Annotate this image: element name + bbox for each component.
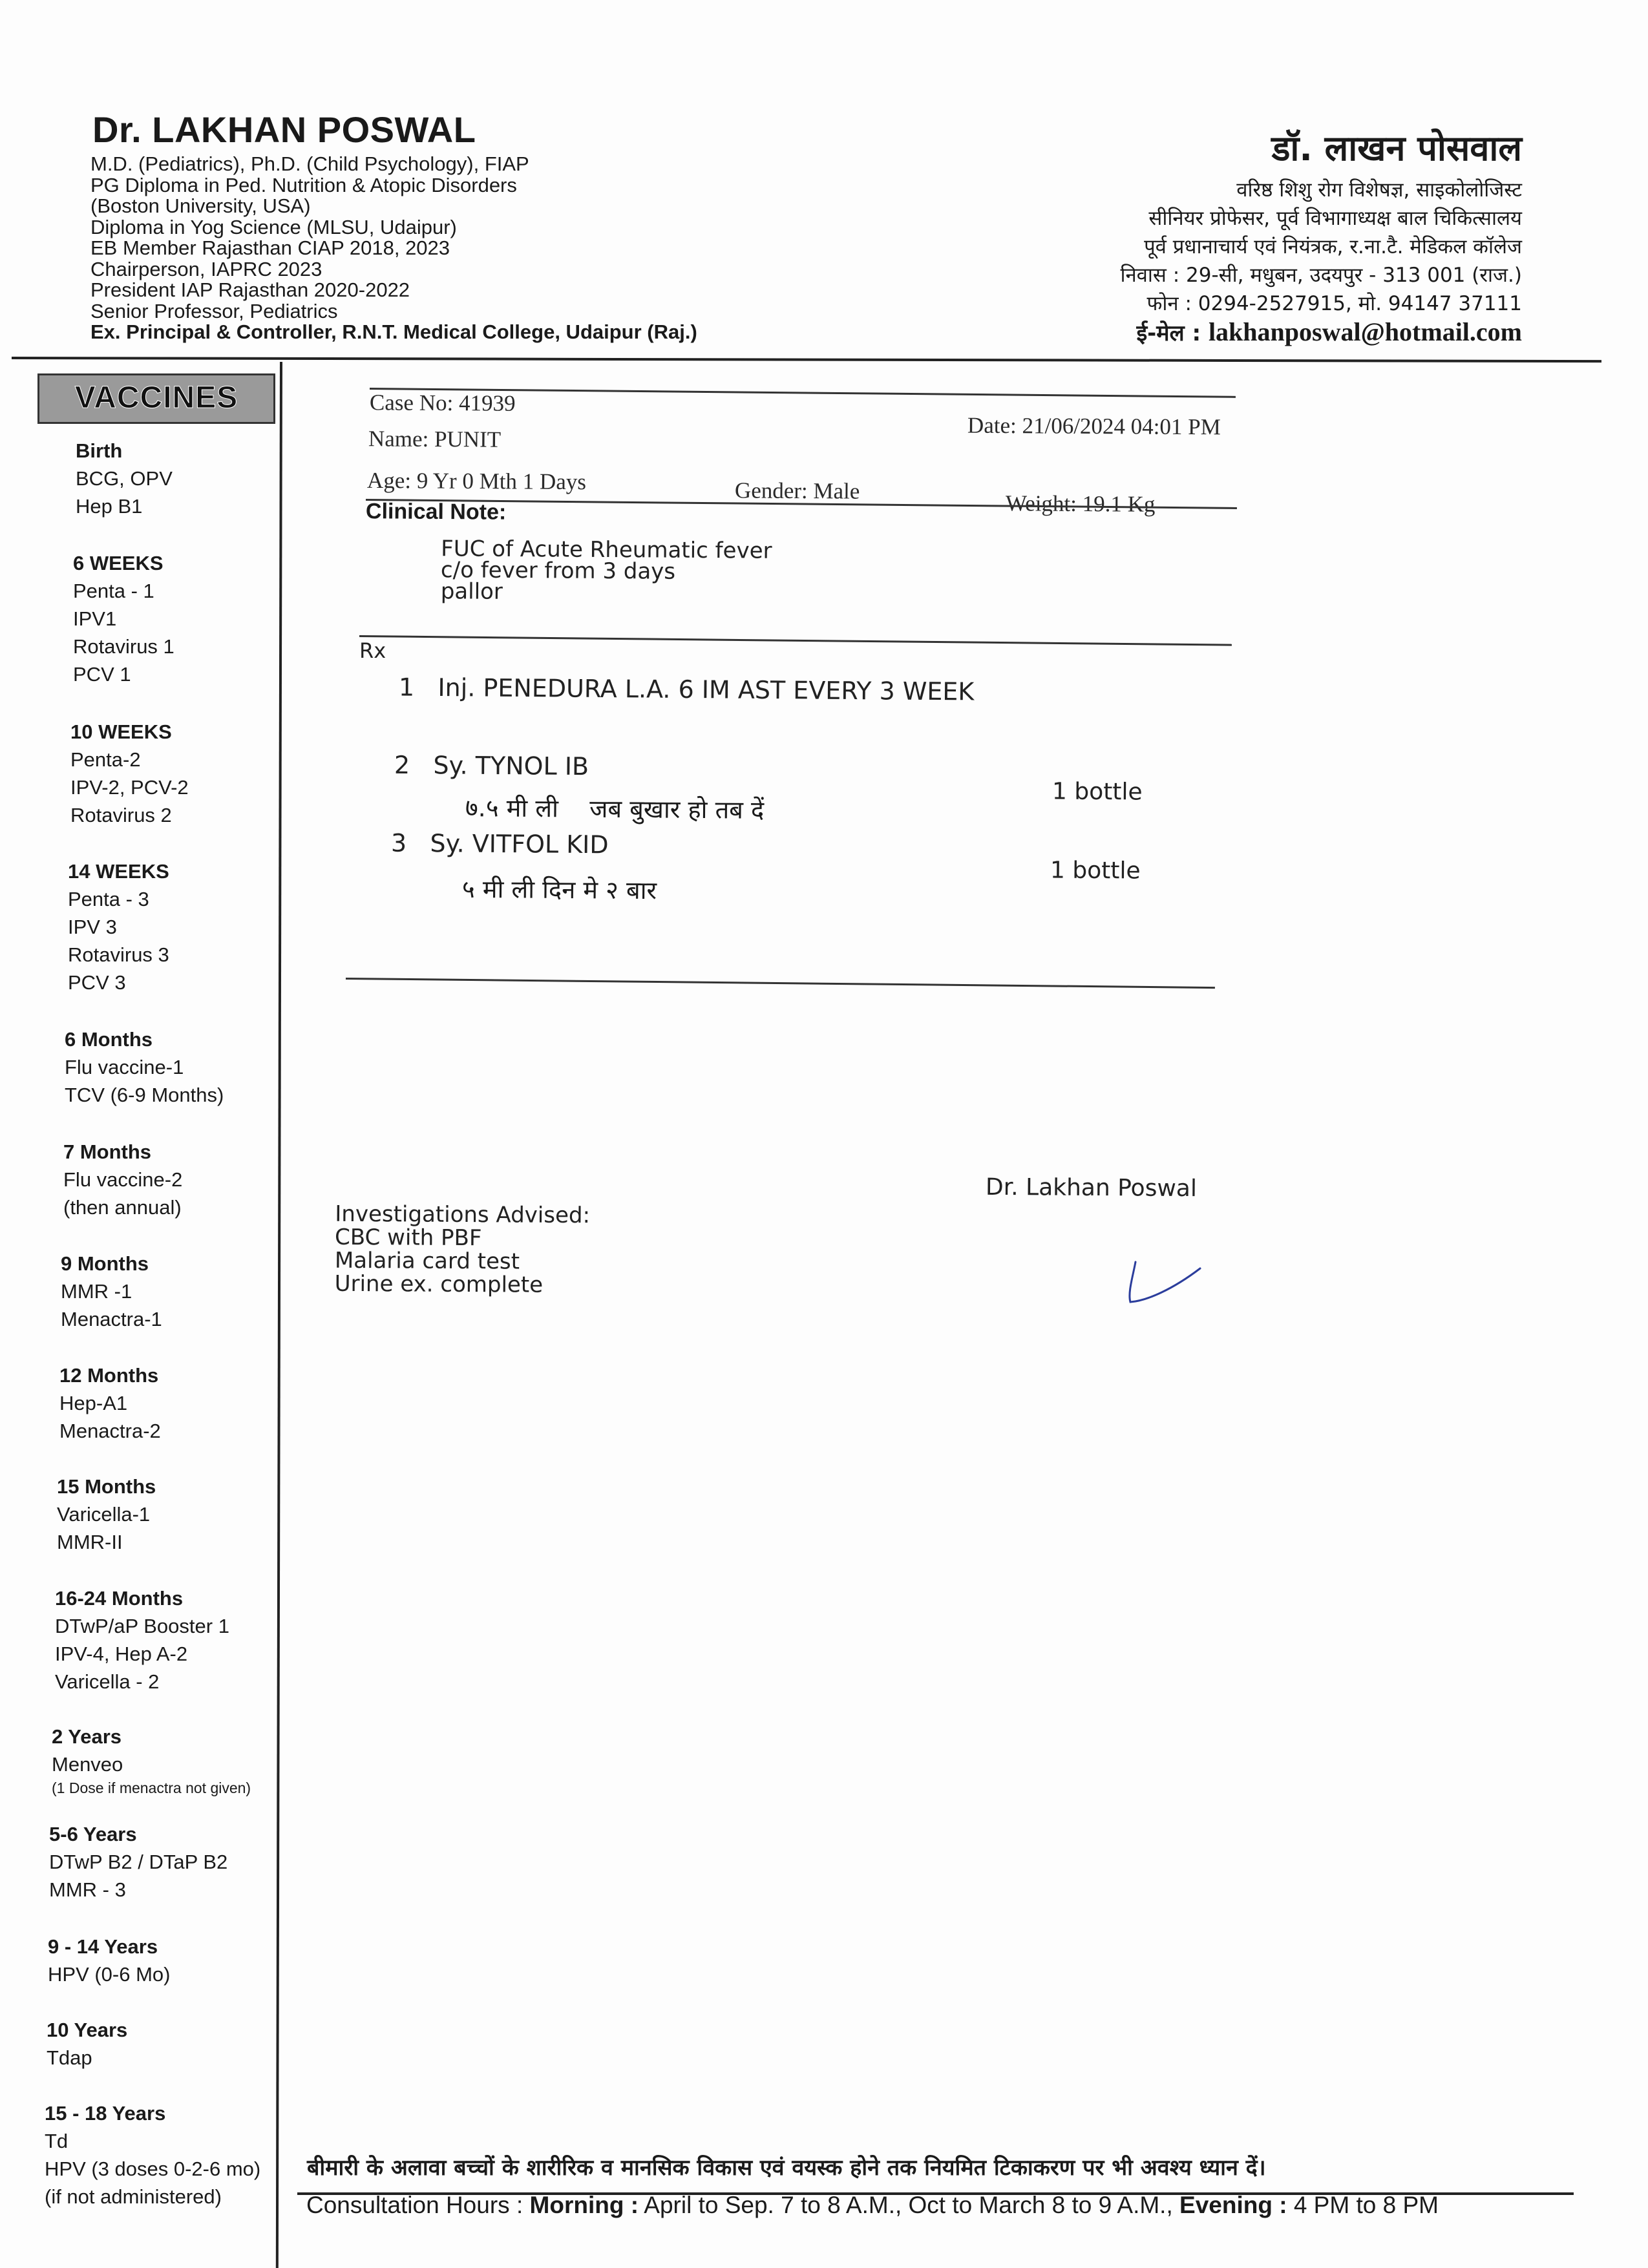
qualifications [90, 154, 697, 343]
vaccine-group: 15 - 18 Years Td HPV (3 doses 0-2-6 mo) (if not administered) [45, 2102, 261, 2208]
email-link[interactable]: lakhanposwal@hotmail.com [1208, 317, 1522, 346]
qualification-line: PG Diploma in Ped. Nutrition & Atopic Disorders [90, 173, 517, 196]
clinical-note-label: Clinical Note: [365, 499, 507, 525]
rx-item-number: 1 [398, 673, 415, 702]
vaccine-group: 15 Months Varicella-1 MMR-II [57, 1475, 156, 1553]
visit-date: Date: 21/06/2024 04:01 PM [967, 412, 1221, 440]
hindi-line: सीनियर प्रोफेसर, पूर्व विभागाध्यक्ष बाल चिकित्सालय [1148, 207, 1522, 230]
vaccine-group: Birth BCG, OPV Hep B1 [76, 439, 173, 518]
email-label: ई-मेल : [1136, 320, 1201, 346]
qualification-line: President IAP Rajasthan 2020-2022 [90, 278, 410, 301]
clinical-notes [441, 538, 772, 605]
investigation-item: CBC with PBF [334, 1224, 482, 1252]
investigation-item: Malaria card test [334, 1247, 520, 1275]
signature-mark [1121, 1257, 1212, 1321]
rx-label: Rx [359, 638, 386, 663]
footer-note: बीमारी के अलावा बच्चों के शारीरिक व मानसिक विकास एवं वयस्क होने तक नियमित टिकाकरण पर भी अवश्य ध्यान दें। [307, 2155, 1266, 2181]
email-line [1120, 318, 1522, 348]
qualification-line: EB Member Rajasthan CIAP 2018, 2023 [90, 236, 450, 259]
rx-item [394, 751, 589, 781]
hindi-doctor-name: डॉ. लाखन पोसवाल [1271, 128, 1522, 169]
doctor-name: Dr. LAKHAN POSWAL [92, 109, 476, 150]
header-divider [12, 357, 1601, 362]
rx-item-name: Inj. PENEDURA L.A. 6 IM AST EVERY 3 WEEK [438, 673, 975, 706]
vaccines-heading: VACCINES [37, 373, 275, 424]
rx-top-rule [359, 635, 1232, 646]
rx-bottom-rule [346, 978, 1215, 989]
rx-item-name: Sy. TYNOL IB [433, 751, 589, 781]
vaccine-group: 7 Months Flu vaccine-2 (then annual) [63, 1140, 183, 1219]
clinical-line: c/o fever from 3 days [440, 557, 676, 585]
rx-item-quantity: 1 bottle [1051, 778, 1143, 806]
rx-item-number: 3 [390, 828, 407, 857]
rx-item-number: 2 [394, 750, 410, 780]
rx-item-quantity: 1 bottle [1050, 857, 1141, 885]
hindi-header [1120, 123, 1522, 348]
rx-item-dose: ७.५ मी ली जब बुखार हो तब दें [465, 793, 765, 824]
patient-weight: Weight: 19.1 Kg [1005, 490, 1156, 517]
vaccine-group: 5-6 Years DTwP B2 / DTaP B2 MMR - 3 [49, 1823, 228, 1901]
vaccine-group: 9 Months MMR -1 Menactra-1 [61, 1252, 162, 1330]
case-number: Case No: 41939 [369, 390, 516, 416]
qualification-line: M.D. (Pediatrics), Ph.D. (Child Psychology), FIAP [90, 152, 529, 175]
signature-name: Dr. Lakhan Poswal [985, 1173, 1198, 1202]
patient-gender: Gender: Male [734, 478, 860, 504]
vaccine-group: 14 WEEKS Penta - 3 IPV 3 Rotavirus 3 PCV 3 [68, 860, 169, 994]
vaccine-group: 9 - 14 Years HPV (0-6 Mo) [48, 1935, 171, 1986]
rx-item [399, 673, 975, 706]
patient-name: Name: PUNIT [368, 426, 502, 452]
hindi-line: पूर्व प्रधानाचार्य एवं नियंत्रक, र.ना.टै. मेडिकल कॉलेज [1144, 235, 1522, 258]
vaccine-group: 10 WEEKS Penta-2 IPV-2, PCV-2 Rotavirus 2 [70, 720, 189, 826]
hindi-line: फोन : 0294-2527915, मो. 94147 37111 [1146, 292, 1522, 315]
hindi-line: वरिष्ठ शिशु रोग विशेषज्ञ, साइकोलोजिस्ट [1236, 178, 1522, 202]
qualification-line: Senior Professor, Pediatrics [90, 299, 338, 322]
patient-age: Age: 9 Yr 0 Mth 1 Days [366, 467, 587, 495]
consultation-hours: Consultation Hours : Morning : April to Sep. 7 to 8 A.M., Oct to March 8 to 9 A.M., Evening : 4 PM to 8 PM [306, 2192, 1439, 2218]
qualification-line: Chairperson, IAPRC 2023 [90, 257, 322, 280]
qualification-line: (Boston University, USA) [90, 194, 311, 217]
vaccine-group: 6 Months Flu vaccine-1 TCV (6-9 Months) [65, 1028, 224, 1106]
sidebar-divider [276, 362, 282, 2268]
vaccine-group: 12 Months Hep-A1 Menactra-2 [59, 1364, 161, 1442]
rx-item-dose: ५ मी ली दिन मे २ बार [461, 874, 657, 905]
qualification-line: Diploma in Yog Science (MLSU, Udaipur) [90, 215, 457, 238]
clinical-line: pallor [440, 578, 503, 605]
investigation-item: Urine ex. complete [334, 1270, 544, 1298]
qualification-line: Ex. Principal & Controller, R.N.T. Medical College, Udaipur (Raj.) [90, 320, 697, 343]
vaccine-group: 16-24 Months DTwP/aP Booster 1 IPV-4, Hep A-2 Varicella - 2 [55, 1587, 229, 1693]
vaccine-group: 10 Years Tdap [47, 2019, 128, 2069]
vaccine-group: 2 Years Menveo (1 Dose if menactra not given) [52, 1725, 251, 1796]
investigations-label: Investigations Advised: [335, 1201, 591, 1229]
hindi-line: निवास : 29-सी, मधुबन, उदयपुर - 313 001 (राज.) [1120, 264, 1522, 287]
rx-item [391, 829, 609, 859]
investigations [335, 1202, 591, 1297]
rx-item-name: Sy. VITFOL KID [430, 829, 609, 859]
clinical-line: FUC of Acute Rheumatic fever [441, 536, 772, 564]
vaccine-group: 6 WEEKS Penta - 1 IPV1 Rotavirus 1 PCV 1 [73, 552, 174, 686]
